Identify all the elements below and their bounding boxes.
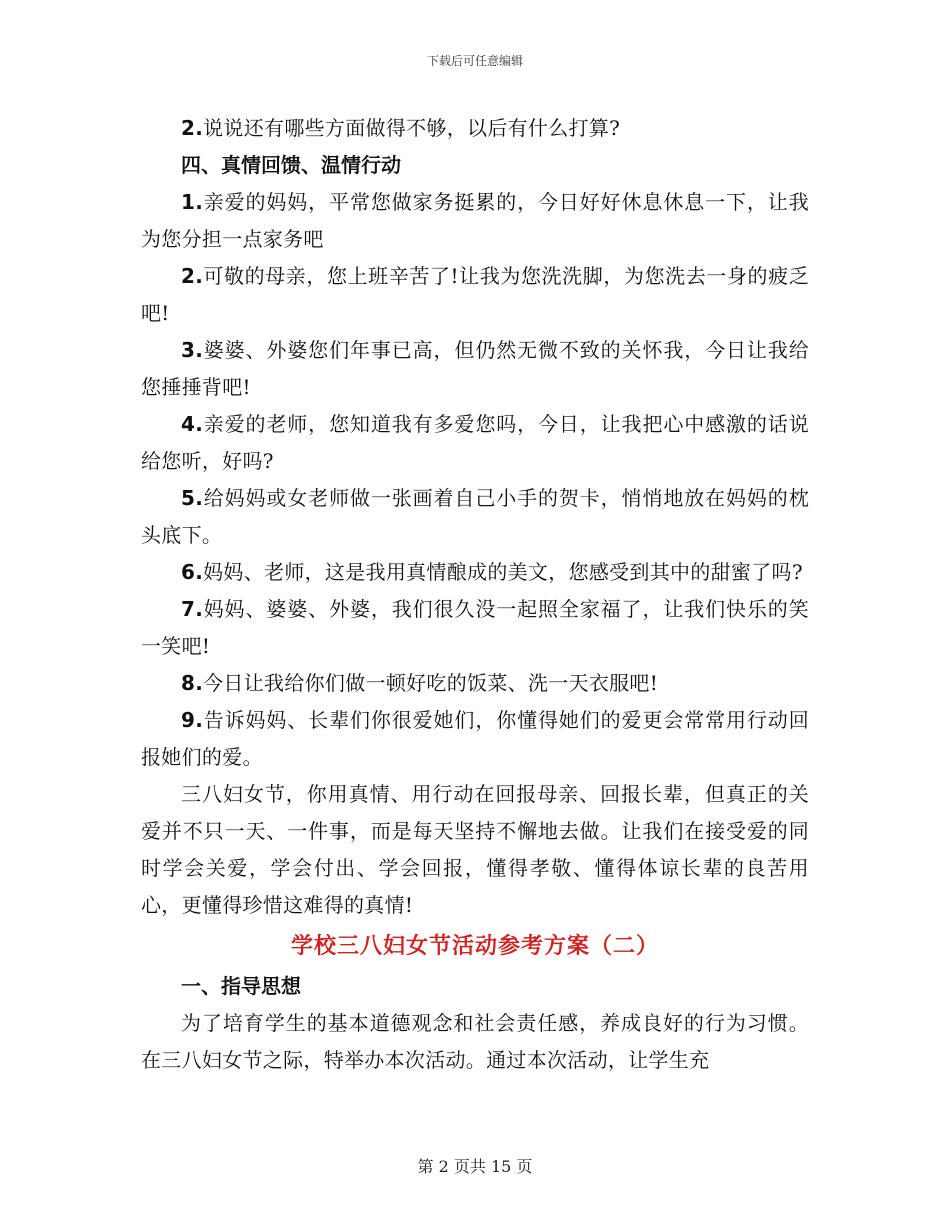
item-number: 3. (181, 338, 204, 362)
list-item (141, 406, 809, 480)
item-text: 给妈妈或女老师做一张画着自己小手的贺卡，悄悄地放在妈妈的枕头底下。 (141, 486, 809, 547)
list-item (141, 591, 809, 665)
item-text: 告诉妈妈、长辈们你很爱她们，你懂得她们的爱更会常常用行动回报她们的爱。 (141, 708, 809, 769)
item-text: 婆婆、外婆您们年事已高，但仍然无微不致的关怀我，今日让我给您捶捶背吧! (141, 338, 809, 399)
item-number: 9. (181, 708, 204, 732)
item-text: 说说还有哪些方面做得不够，以后有什么打算? (203, 116, 621, 140)
item-text: 今日让我给你们做一顿好吃的饭菜、洗一天衣服吧! (203, 671, 659, 695)
page-header: 下载后可任意编辑 (426, 54, 523, 68)
list-item (141, 332, 809, 406)
paragraph: 为了培育学生的基本道德观念和社会责任感，养成良好的行为习惯。在三八妇女节之际，特举办本次活动。通过本次活动，让学生充 (141, 1011, 809, 1072)
list-item (141, 702, 809, 776)
item-number: 4. (181, 412, 204, 436)
item-number: 7. (181, 597, 204, 621)
item-number: 2. (181, 116, 204, 140)
section-heading: 一、指导思想 (181, 974, 301, 998)
list-item (141, 665, 809, 702)
section-heading: 四、真情回馈、温情行动 (181, 153, 401, 177)
list-item (141, 258, 809, 332)
item-number: 5. (181, 486, 204, 510)
paragraph: 三八妇女节，你用真情、用行动在回报母亲、回报长辈，但真正的关爱并不只一天、一件事，而是每天坚持不懈地去做。让我们在接受爱的同时学会关爱，学会付出、学会回报，懂得孝敬、懂得体谅长辈的良苦用心，更懂得珍惜这难得的真情! (141, 782, 809, 917)
item-number: 2. (181, 264, 204, 288)
item-text: 可敬的母亲，您上班辛苦了!让我为您洗洗脚，为您洗去一身的疲乏吧! (141, 264, 809, 325)
page-footer: 第 2 页共 15 页 (417, 1157, 533, 1176)
item-number: 1. (181, 190, 204, 214)
document-body (141, 110, 809, 1079)
item-number: 6. (181, 560, 204, 584)
item-text: 亲爱的老师，您知道我有多爱您吗，今日，让我把心中感激的话说给您听，好吗? (141, 412, 809, 473)
document-title: 学校三八妇女节活动参考方案（二） (290, 933, 659, 959)
item-number: 8. (181, 671, 204, 695)
list-item (141, 480, 809, 554)
list-item (141, 184, 809, 258)
item-text: 亲爱的妈妈，平常您做家务挺累的，今日好好休息休息一下，让我为您分担一点家务吧 (141, 190, 809, 251)
list-item (141, 110, 809, 147)
item-text: 妈妈、老师，这是我用真情酿成的美文，您感受到其中的甜蜜了吗? (203, 560, 803, 584)
list-item (141, 554, 809, 591)
item-text: 妈妈、婆婆、外婆，我们很久没一起照全家福了，让我们快乐的笑一笑吧! (141, 597, 809, 658)
